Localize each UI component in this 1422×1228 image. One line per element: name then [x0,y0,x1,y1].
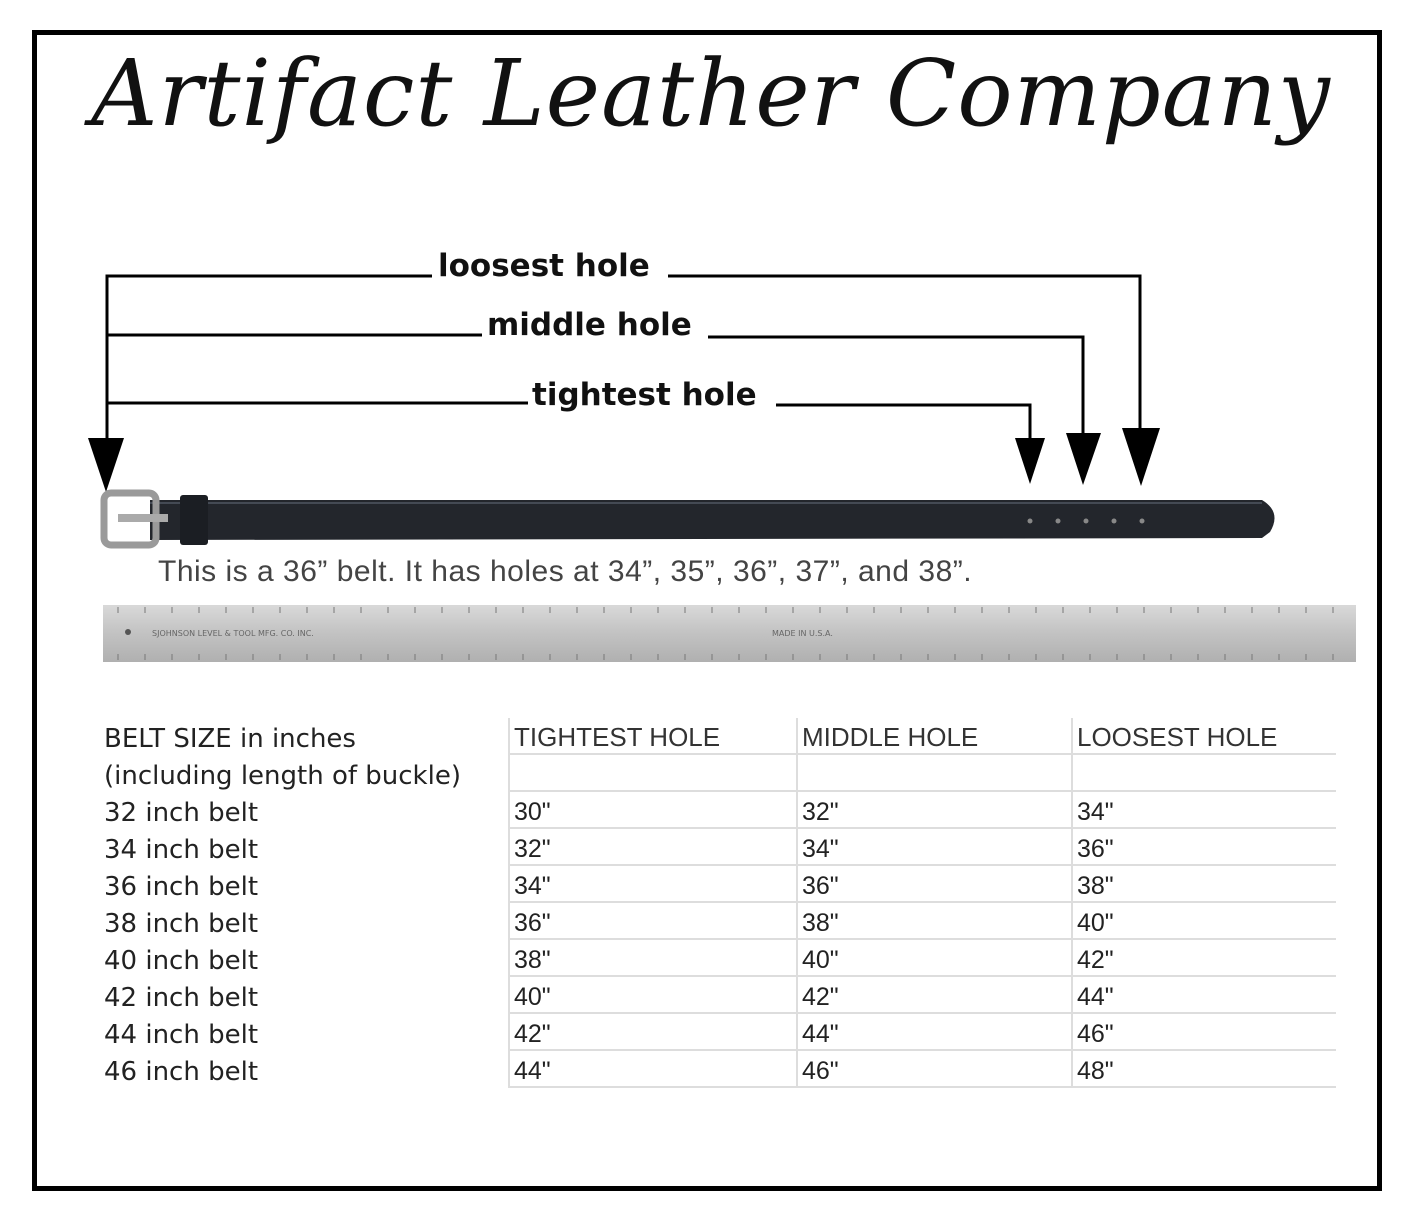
belt-size-cell: 34 inch belt [104,835,259,865]
middle-hole-cell: 38" [797,902,1072,939]
tightest-hole-cell: 30" [509,791,797,828]
tightest-hole-cell: 32" [509,828,797,865]
empty-cell [509,754,797,791]
tightest-hole-label: tightest hole [532,377,757,413]
loosest-hole-cell: 40" [1072,902,1336,939]
table-row [100,939,1336,976]
table-row [100,1050,1336,1087]
ruler-origin-text: MADE IN U.S.A. [772,629,833,638]
belt-start-arrow-icon [88,438,124,492]
loosest-hole-cell: 46" [1072,1013,1336,1050]
tightest-hole-cell: 34" [509,865,797,902]
column-header-subtitle: (including length of buckle) [104,761,461,791]
belt-size-cell: 40 inch belt [104,946,259,976]
loosest-hole-cell: 34" [1072,791,1336,828]
empty-cell [797,754,1072,791]
table-row [100,865,1336,902]
column-header-loosest: LOOSEST HOLE [1072,718,1336,754]
loosest-hole-pointer [107,248,1160,486]
belt-size-cell: 32 inch belt [104,798,259,828]
belt-size-cell: 38 inch belt [104,909,259,939]
loosest-hole-cell: 36" [1072,828,1336,865]
tightest-hole-cell: 44" [509,1050,797,1087]
middle-hole-cell: 46" [797,1050,1072,1087]
belt-size-cell: 44 inch belt [104,1020,259,1050]
loosest-hole-label: loosest hole [438,248,650,284]
middle-hole-cell: 36" [797,865,1072,902]
middle-hole-cell: 42" [797,976,1072,1013]
table-row [100,754,1336,791]
table-row [100,718,1336,754]
table-row [100,976,1336,1013]
belt-keeper [180,495,208,545]
loosest-hole-cell: 38" [1072,865,1336,902]
belt-size-cell: 42 inch belt [104,983,259,1013]
belt-caption: This is a 36” belt. It has holes at 34”, 35”, 36”, 37”, and 38”. [158,555,973,588]
loosest-hole-cell: 44" [1072,976,1336,1013]
column-header-belt-size: BELT SIZE in inches [104,724,356,754]
empty-cell [1072,754,1336,791]
ruler-image [103,605,1356,662]
table-row [100,791,1336,828]
belt-size-cell: 36 inch belt [104,872,259,902]
tightest-hole-cell: 36" [509,902,797,939]
belt-size-table [100,718,1336,1088]
table-row [100,828,1336,865]
middle-hole-cell: 34" [797,828,1072,865]
column-header-middle: MIDDLE HOLE [797,718,1072,754]
tightest-hole-cell: 40" [509,976,797,1013]
loosest-hole-cell: 48" [1072,1050,1336,1087]
middle-hole-cell: 40" [797,939,1072,976]
middle-hole-cell: 32" [797,791,1072,828]
belt-image [104,493,1275,545]
belt-size-cell: 46 inch belt [104,1057,259,1087]
middle-hole-label: middle hole [487,307,692,343]
middle-hole-cell: 44" [797,1013,1072,1050]
loosest-hole-cell: 42" [1072,939,1336,976]
tightest-hole-cell: 38" [509,939,797,976]
table-row [100,902,1336,939]
ruler-maker-text: SJOHNSON LEVEL & TOOL MFG. CO. INC. [152,629,314,638]
table-row [100,1013,1336,1050]
column-header-tightest: TIGHTEST HOLE [509,718,797,754]
brand-logo-script: Artifact Leather Company [91,40,1331,147]
tightest-hole-pointer [107,377,1045,484]
tightest-hole-cell: 42" [509,1013,797,1050]
